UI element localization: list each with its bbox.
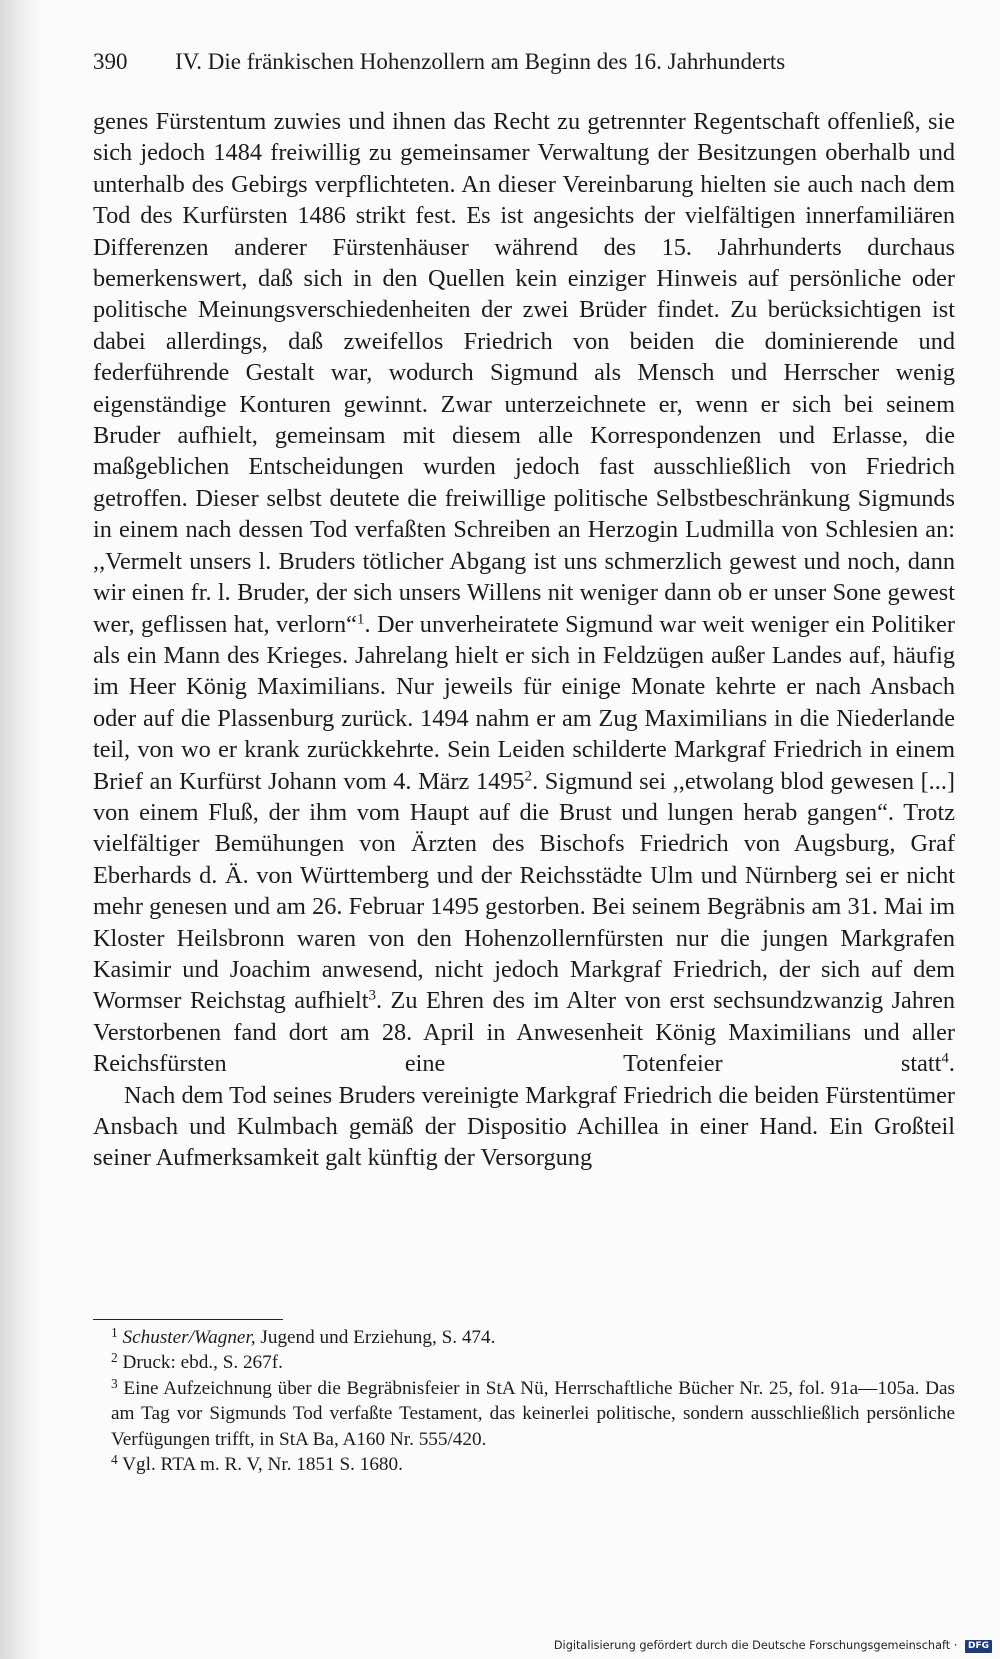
footnote-rule bbox=[93, 1319, 283, 1320]
footnote-marker: 4 bbox=[111, 1451, 118, 1467]
footnote bbox=[93, 1376, 955, 1452]
footnote-ref: 1 bbox=[356, 611, 365, 628]
footnote-ref: 4 bbox=[941, 1050, 949, 1067]
page-number: 390 bbox=[93, 49, 128, 74]
footnotes bbox=[93, 1325, 955, 1477]
digitization-credit: Digitalisierung gefördert durch die Deutsche Forschungsgemeinschaft · DFG bbox=[554, 1637, 992, 1655]
paragraph-text: . Sigmund sei ,,etwolang blod gewesen [...] von einem Fluß, der ihm vom Haupt auf die Brust und lungen herab gangen“. Trotz vielfältiger Bemühungen von Ärzten des Bischofs Friedrich von Augsburg, Graf Eberhards d. Ä. von Württemberg und der Reichsstädte Ulm und Nürnberg sei er nicht mehr genesen und am 26. Februar 1495 gestorben. Bei seinem Begräbnis am 31. Mai im Kloster Heilsbronn waren von den Hohenzollernfürsten nur die jungen Markgrafen Kasimir und Joachim anwesend, nicht jedoch Markgraf Friedrich, der sich auf dem Wormser Reichstag aufhielt bbox=[93, 767, 955, 1015]
running-title: IV. Die fränkischen Hohenzollern am Beginn des 16. Jahrhunderts bbox=[175, 49, 786, 74]
footnote-ref: 3 bbox=[368, 988, 376, 1005]
body-text bbox=[93, 106, 955, 1174]
running-header bbox=[93, 47, 873, 77]
paragraph bbox=[93, 106, 955, 1080]
footnote bbox=[93, 1325, 955, 1350]
paragraph-text: . Der unverheiratete Sigmund war weit weniger ein Politiker als ein Mann des Krieges. Jahrelang hielt er sich in Feldzügen außer Landes auf, häufig im Heer König Maximilians. Nur jeweils für einige Monate kehrte er nach Ansbach oder auf die Plassenburg zurück. 1494 nahm er am Zug Maximilians in die Niederlande teil, von wo er krank zurückkehrte. Sein Leiden schilderte Markgraf Friedrich in einem Brief an Kurfürst Johann vom 4. März 1495 bbox=[93, 610, 955, 795]
footnote-marker: 1 bbox=[111, 1324, 118, 1340]
footnote-author: Schuster/Wagner, bbox=[122, 1327, 256, 1348]
book-gutter-shadow bbox=[0, 0, 42, 1659]
footnote-text: Eine Aufzeichnung über die Begräbnisfeier in StA Nü, Herrschaftliche Bücher Nr. 25, fol. 91a—105a. Das am Tag vor Sigmunds Tod verfaßte Testament, das keinerlei politische, sondern ausschließlich persönliche Verfügungen trifft, in StA Ba, A160 Nr. 555/420. bbox=[111, 1377, 955, 1450]
paragraph-text: . bbox=[948, 1050, 955, 1078]
paragraph bbox=[93, 1080, 955, 1174]
paragraph-text: Nach dem Tod seines Bruders vereinigte Markgraf Friedrich die beiden Fürstentümer Ansbach und Kulmbach gemäß der Dispositio Achillea in einer Hand. Ein Großteil seiner Aufmerksamkeit galt künftig der Versorgung bbox=[93, 1081, 955, 1172]
footnote-text: Druck: ebd., S. 267f. bbox=[117, 1352, 283, 1374]
credit-text: Digitalisierung gefördert durch die Deutsche Forschungsgemeinschaft bbox=[553, 1639, 951, 1652]
footnote bbox=[93, 1350, 955, 1375]
footnote-ref: 2 bbox=[524, 768, 533, 785]
footnote-text: Vgl. RTA m. R. V, Nr. 1851 S. 1680. bbox=[117, 1454, 403, 1476]
paragraph-text: genes Fürstentum zuwies und ihnen das Recht zu getrennter Regentschaft offenließ, sie sich jedoch 1484 freiwillig zu gemeinsamer Verwaltung der Besitzungen oberhalb und unterhalb des Gebirgs verpflichteten. An dieser Vereinbarung hielten sie auch nach dem Tod des Kurfürsten 1486 strikt fest. Es ist angesichts der vielfältigen innerfamiliären Differenzen anderer Fürstenhäuser während des 15. Jahrhunderts durchaus bemerkenswert, daß sich in den Quellen kein einziger Hinweis auf persönliche oder politische Meinungsverschiedenheiten der zwei Brüder findet. Zu berücksichtigen ist dabei allerdings, daß zweifellos Friedrich von beiden die dominierende und federführende Gestalt war, wodurch Sigmund als Mensch und Herrscher wenig eigenständige Konturen gewinnt. Zwar unterzeichnete er, wenn er sich bei seinem Bruder aufhielt, gemeinsam mit diesem alle Korrespondenzen und Erlasse, die maßgeblichen Entscheidungen wurden jedoch fast ausschließlich von Friedrich getroffen. Dieser selbst deutete die freiwillige politische Selbstbeschränkung Sigmunds in einem nach dessen Tod verfaßten Schreiben an Herzogin Ludmilla von Schlesien an: ,,Vermelt unsers l. Bruders tötlicher Abgang ist uns schmerzlich gewest und noch, dann wir einen fr. l. Bruder, der sich unsers Willens nit weniger dann ob er unser Sone gewest wer, geflissen hat, verlorn“ bbox=[93, 108, 955, 638]
paragraph-text: . Zu Ehren des im Alter von erst sechsundzwanzig Jahren Verstorbenen fand dort am 28. April in Anwesenheit König Maximilians und aller Reichsfürsten eine Totenfeier statt bbox=[93, 987, 956, 1078]
dfg-logo: DFG bbox=[965, 1640, 992, 1653]
footnote-marker: 3 bbox=[111, 1375, 118, 1391]
footnote bbox=[93, 1452, 955, 1477]
footnote-marker: 2 bbox=[111, 1350, 118, 1366]
footnote-text: Jugend und Erziehung, S. 474. bbox=[255, 1327, 496, 1348]
